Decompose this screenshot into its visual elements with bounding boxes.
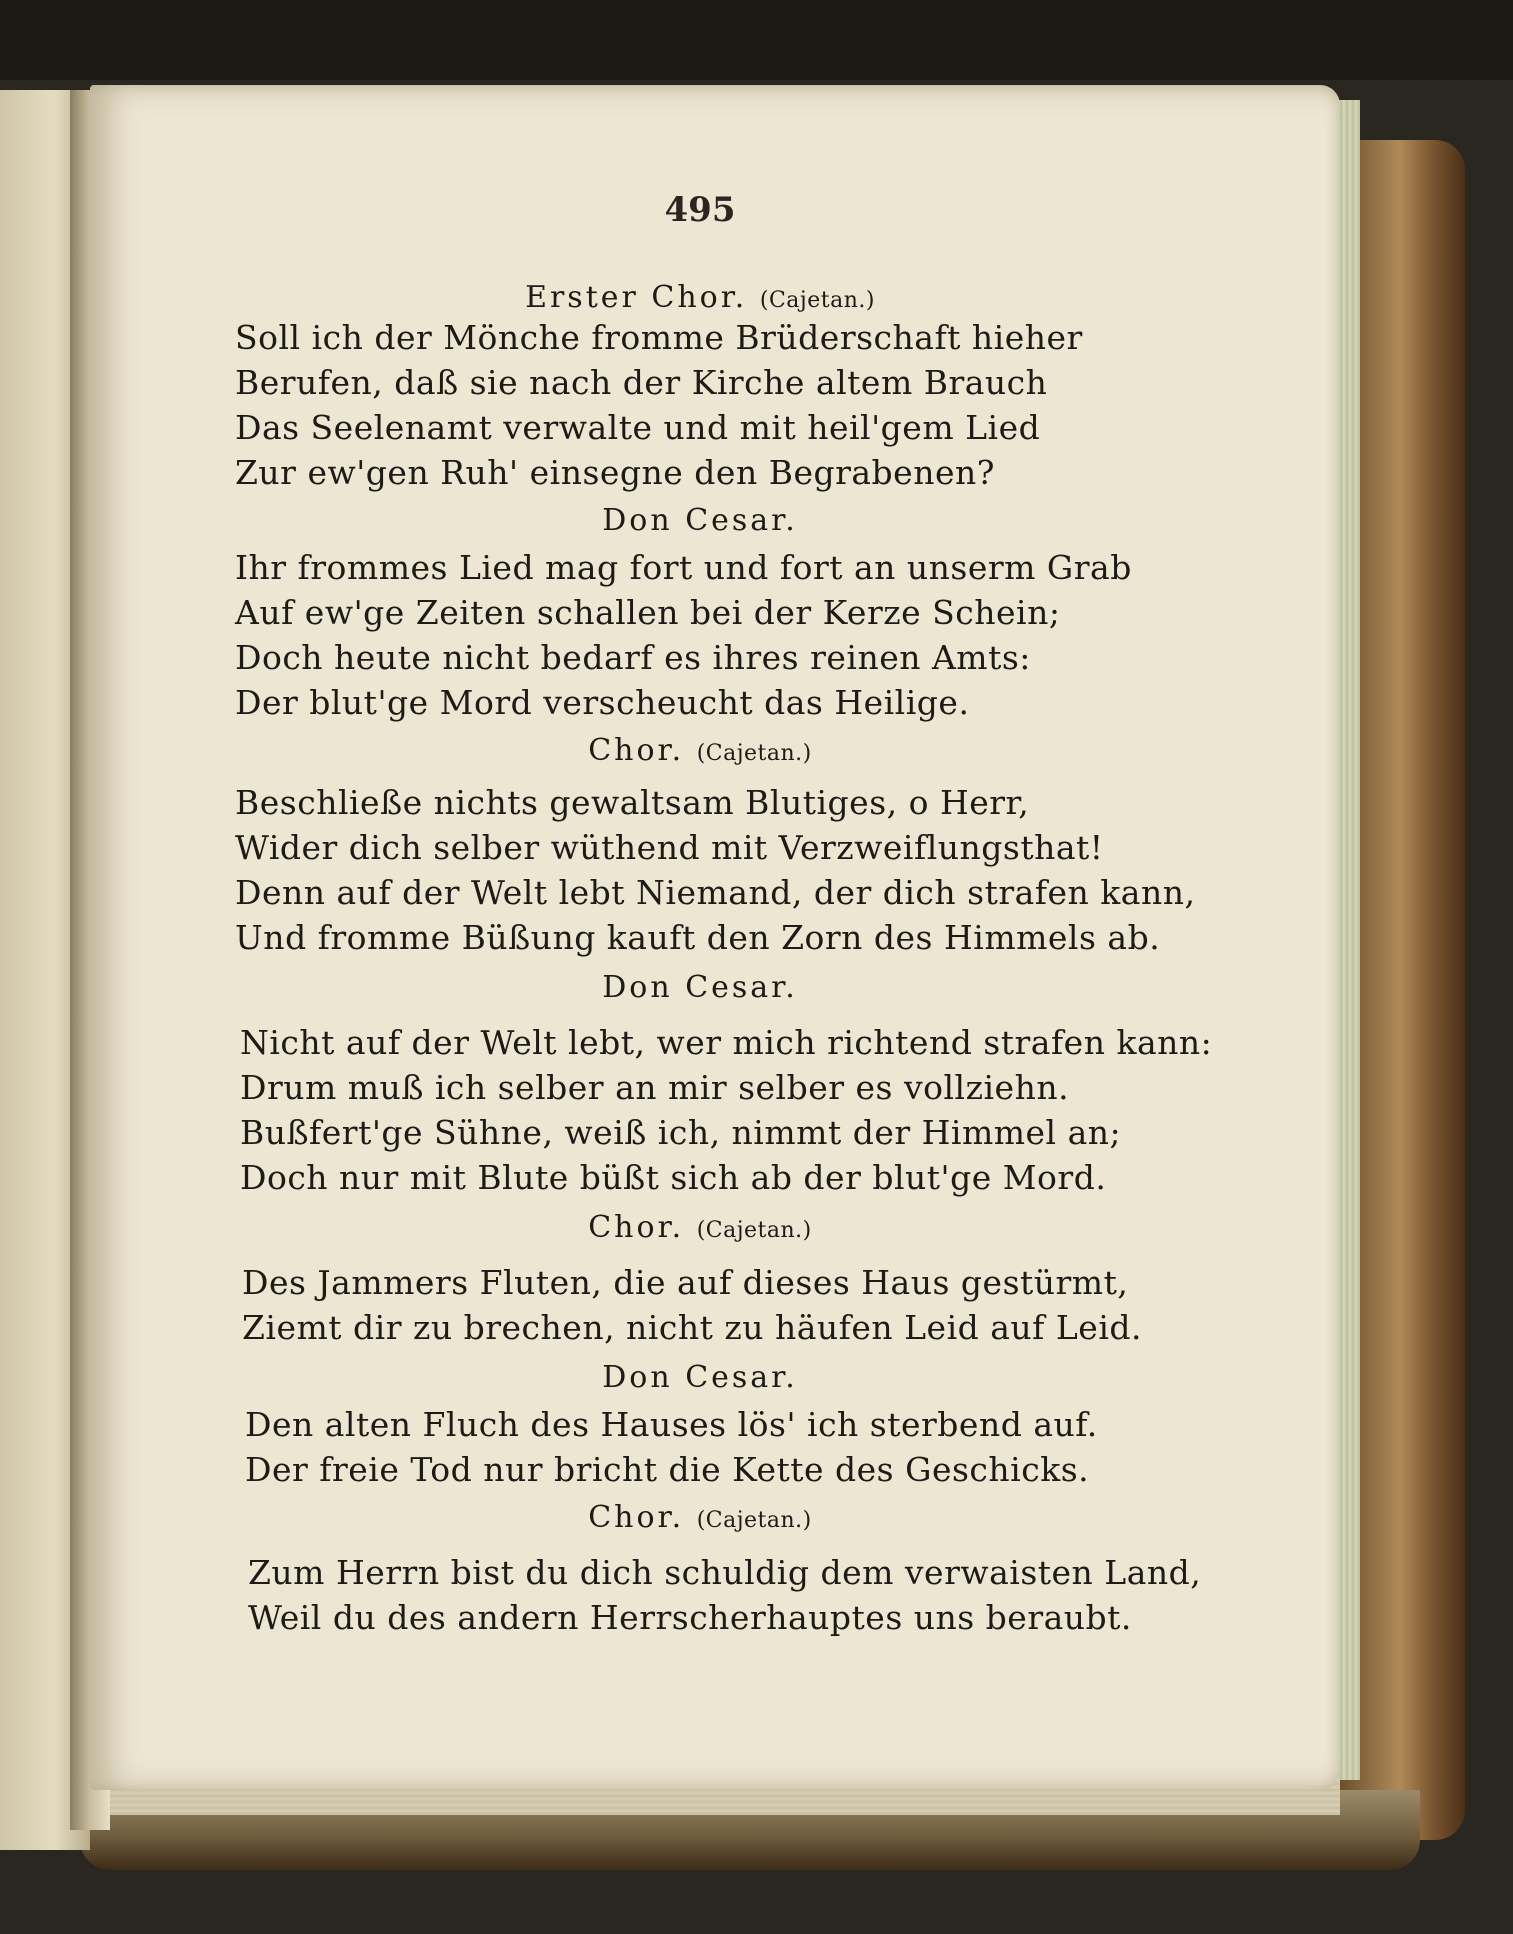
verse-line: Soll ich der Mönche fromme Brüderschaft hieher [235, 318, 1083, 357]
verse-line: Doch nur mit Blute büßt sich ab der blut'ge Mord. [240, 1158, 1107, 1197]
verse-line: Zum Herrn bist du dich schuldig dem verwaisten Land, [248, 1553, 1202, 1592]
speaker-heading: Erster Chor. (Cajetan.) [525, 280, 875, 315]
verse-line: Und fromme Büßung kauft den Zorn des Himmels ab. [235, 918, 1161, 957]
verse-line: Weil du des andern Herrscherhauptes uns beraubt. [248, 1598, 1132, 1637]
verse-line: Nicht auf der Welt lebt, wer mich richtend strafen kann: [240, 1023, 1213, 1062]
speaker-heading: Don Cesar. [602, 970, 798, 1005]
verse-line: Ihr frommes Lied mag fort und fort an unserm Grab [235, 548, 1132, 587]
speaker-heading: Chor. (Cajetan.) [588, 733, 812, 768]
verse-line: Bußfert'ge Sühne, weiß ich, nimmt der Himmel an; [240, 1113, 1122, 1152]
verse-line: Des Jammers Fluten, die auf dieses Haus gestürmt, [242, 1263, 1129, 1302]
verse-line: Doch heute nicht bedarf es ihres reinen Amts: [235, 638, 1031, 677]
verse-line: Beschließe nichts gewaltsam Blutiges, o Herr, [235, 783, 1030, 822]
verse-line: Der freie Tod nur bricht die Kette des Geschicks. [245, 1450, 1090, 1489]
speaker-heading: Don Cesar. [602, 1360, 798, 1395]
speaker-heading: Don Cesar. [602, 503, 798, 538]
verse-line: Drum muß ich selber an mir selber es vollziehn. [240, 1068, 1070, 1107]
verse-line: Ziemt dir zu brechen, nicht zu häufen Leid auf Leid. [242, 1308, 1143, 1347]
verse-line: Zur ew'gen Ruh' einsegne den Begrabenen? [235, 453, 995, 492]
page-number: 495 [664, 190, 736, 230]
verse-line: Das Seelenamt verwalte und mit heil'gem Lied [235, 408, 1041, 447]
verse-line: Den alten Fluch des Hauses lös' ich sterbend auf. [245, 1405, 1098, 1444]
verse-line: Berufen, daß sie nach der Kirche altem Brauch [235, 363, 1048, 402]
verse-line: Der blut'ge Mord verscheucht das Heilige. [235, 683, 970, 722]
verse-line: Denn auf der Welt lebt Niemand, der dich strafen kann, [235, 873, 1196, 912]
verse-line: Wider dich selber wüthend mit Verzweiflungsthat! [235, 828, 1104, 867]
verse-line: Auf ew'ge Zeiten schallen bei der Kerze Schein; [235, 593, 1061, 632]
speaker-heading: Chor. (Cajetan.) [588, 1210, 812, 1245]
speaker-heading: Chor. (Cajetan.) [588, 1500, 812, 1535]
